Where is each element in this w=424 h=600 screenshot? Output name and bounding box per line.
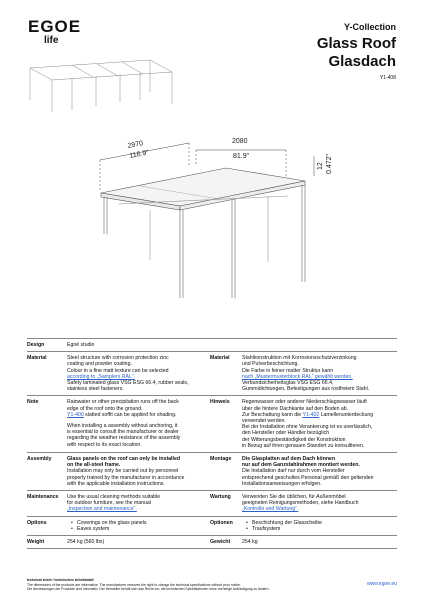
website-link[interactable]: www.egoe.eu	[366, 581, 397, 587]
text-line: Verwenden Sie die üblichen, für Außenmöbel	[242, 494, 346, 501]
spec-row-material	[27, 352, 397, 396]
text-line: Regenwasser oder anderer Niederschlagswasser läuft	[242, 399, 367, 406]
width-in-label: 81.9"	[233, 153, 250, 160]
maintenance-label-en: Maintenance	[27, 491, 67, 517]
options-label-de: Optionen	[210, 516, 242, 535]
text-line: Stahlkonstruktion mit Korrosionsschutzverzinkung	[242, 355, 357, 362]
spec-row-options	[27, 516, 397, 535]
spec-row-assembly	[27, 453, 397, 491]
text-line: Die Glasplatten auf dem Dach können	[242, 456, 336, 463]
weight-label-de: Gewicht	[210, 536, 242, 549]
options-list-en	[67, 516, 210, 535]
mustermusterblock-ral-link[interactable]: nach „Mustermusterblock RAL“ gewählt werden.	[242, 373, 353, 380]
text-line: Zur Beschattung kann die	[242, 411, 302, 418]
option-item: • Traufsystem	[242, 526, 395, 532]
note-text-de	[242, 396, 397, 453]
title-de: Glasdach	[328, 53, 396, 70]
footer-note-en: The dimensions of the products are informative. The manufacturer reserves the right to change the technical specifications without prior notice.	[27, 582, 241, 587]
depth-in-label: 116.9"	[129, 149, 150, 160]
kontrolle-wartung-link[interactable]: „Kontrolle und Wartung“.	[242, 506, 299, 513]
depth-mm-label: 2970	[127, 140, 144, 150]
text-line: properly trained by the manufacturer in accordance	[67, 474, 185, 481]
text-line: über die hintere Dachkante auf den Boden ab.	[242, 405, 349, 412]
text-line: geeigneten Reinigungsmethoden, siehe Handbuch	[242, 500, 359, 507]
note-label-en: Note	[27, 396, 67, 453]
text-line: Safety laminated glass VSG ESG 66.4, rubber seals,	[67, 380, 189, 387]
specification-table	[27, 338, 397, 549]
weight-label-en: Weight	[27, 536, 67, 549]
option-item: • Eaves system	[67, 526, 208, 532]
note-label-de: Hinweis	[210, 396, 242, 453]
text-line: Installation may only be carried out by personnel	[67, 468, 179, 475]
assembly-label-de: Montage	[210, 453, 242, 491]
material-text-en	[67, 352, 210, 396]
text-line: Rainwater or other precipitation runs off the back	[67, 399, 179, 406]
text-line: der Witterungsbeständigkeit der Konstruktion	[242, 436, 346, 443]
text-line: regarding the weather resistance of the assembly	[67, 435, 181, 442]
text-line: is essential to consult the manufacturer or dealer	[67, 429, 179, 436]
text-line: Colour in a fine matt texture can be selected	[67, 367, 169, 374]
material-text-de	[242, 352, 397, 396]
y1-400-link[interactable]: Y1-400	[67, 411, 84, 418]
options-label-en: Options	[27, 516, 67, 535]
text-line: edge of the roof onto the ground.	[67, 405, 143, 412]
assembly-text-en	[67, 453, 210, 491]
text-line: Verbundsicherheitsglas VSG ESG 66.4,	[242, 380, 334, 387]
text-line: When installing a assembly without anchoring, it	[67, 423, 178, 430]
text-line: verwendet werden.	[242, 418, 286, 425]
text-line: Use the usual cleaning methods suitable	[67, 494, 161, 501]
design-label: Design	[27, 339, 67, 352]
option-item: • Beschichtung der Glasscheibe	[242, 520, 395, 526]
maintenance-text-de	[242, 491, 397, 517]
text-line: Lamellenunterdeckung	[319, 411, 374, 418]
maintenance-text-en	[67, 491, 210, 517]
brand-name: EGOE	[28, 17, 82, 36]
text-line: on the all-steel frame.	[67, 462, 121, 469]
options-list-de	[242, 516, 397, 535]
thumbnail-drawing	[30, 60, 172, 112]
weight-value-en: 254 kg (560 lbs)	[67, 536, 210, 549]
text-line: entsprechend geschultes Personal gemäß den geltenden	[242, 474, 374, 481]
spec-row-design	[27, 339, 397, 352]
design-value: Egoé studio	[67, 339, 397, 352]
text-line: Bei der Installation ohne Verankerung ist es unerlässlich,	[242, 424, 373, 431]
brand-sub: life	[44, 35, 59, 46]
text-line: slatted soffit can be applied for shading.	[83, 411, 177, 418]
spec-row-note	[27, 396, 397, 453]
option-item: • Coverings on the glass panels	[67, 520, 208, 526]
text-line: with respect to its exact location.	[67, 441, 142, 448]
height-in-label: 0.472"	[326, 153, 333, 174]
note-text-en	[67, 396, 210, 453]
spec-row-maintenance	[27, 491, 397, 517]
inspection-maintenance-link[interactable]: „Inspection and maintenance“.	[67, 506, 137, 513]
width-mm-label: 2080	[232, 138, 248, 145]
text-line: in Bezug auf ihren genauen Standort zu konsultieren.	[242, 442, 365, 449]
text-line: den Hersteller oder Händler bezüglich	[242, 430, 330, 437]
text-line: with the applicable installation instructions.	[67, 480, 165, 487]
text-line: Glass panels on the roof can only be installed	[67, 456, 180, 463]
footer-note-de: Die Abmessungen der Produkte sind informativ. Der Hersteller behält sich das Recht vor, die technischen Spezifikationen ohne vorherige Ankündigung zu ändern.	[27, 587, 270, 592]
assembly-text-de	[242, 453, 397, 491]
footer-title: technical sheet / technisches Arbeitsblatt	[27, 578, 94, 582]
text-line: nur auf dem Ganzstahlrahmen montiert werden.	[242, 462, 360, 469]
assembly-label-en: Assembly	[27, 453, 67, 491]
text-line: und Pulverbeschichtung.	[242, 361, 299, 368]
y1-402-link[interactable]: Y1-402	[302, 411, 320, 418]
text-line: Steel structure with corrosion protection zinc	[67, 355, 169, 362]
text-line: Installationsanweisungen erfolgen.	[242, 480, 322, 487]
text-line: stainless steel fasteners.	[67, 386, 124, 393]
text-line: coating and powder coating.	[67, 361, 132, 368]
maintenance-label-de: Wartung	[210, 491, 242, 517]
text-line: Die Farbe in feiner matter Struktur kann	[242, 367, 334, 374]
text-line: Die Installation darf nur durch vom Hersteller	[242, 468, 345, 475]
samplers-ral-link[interactable]: according to „Samplers RAL“.	[67, 373, 136, 380]
weight-value-de: 254 kg	[242, 536, 397, 549]
title-en: Glass Roof	[316, 35, 396, 52]
spec-row-weight	[27, 536, 397, 549]
material-label-de: Material	[210, 352, 242, 396]
footer	[27, 578, 397, 592]
text-line: Gummidichtungen, Befestigungen aus rostfreiem Stahl.	[242, 386, 370, 393]
height-mm-label: 12	[317, 162, 324, 170]
collection-name: Y-Collection	[343, 22, 396, 32]
product-code: Y1-408	[379, 75, 396, 81]
text-line: for outdoor furniture, see the manual	[67, 500, 151, 507]
material-label-en: Material	[27, 352, 67, 396]
roof-plate	[101, 168, 305, 210]
